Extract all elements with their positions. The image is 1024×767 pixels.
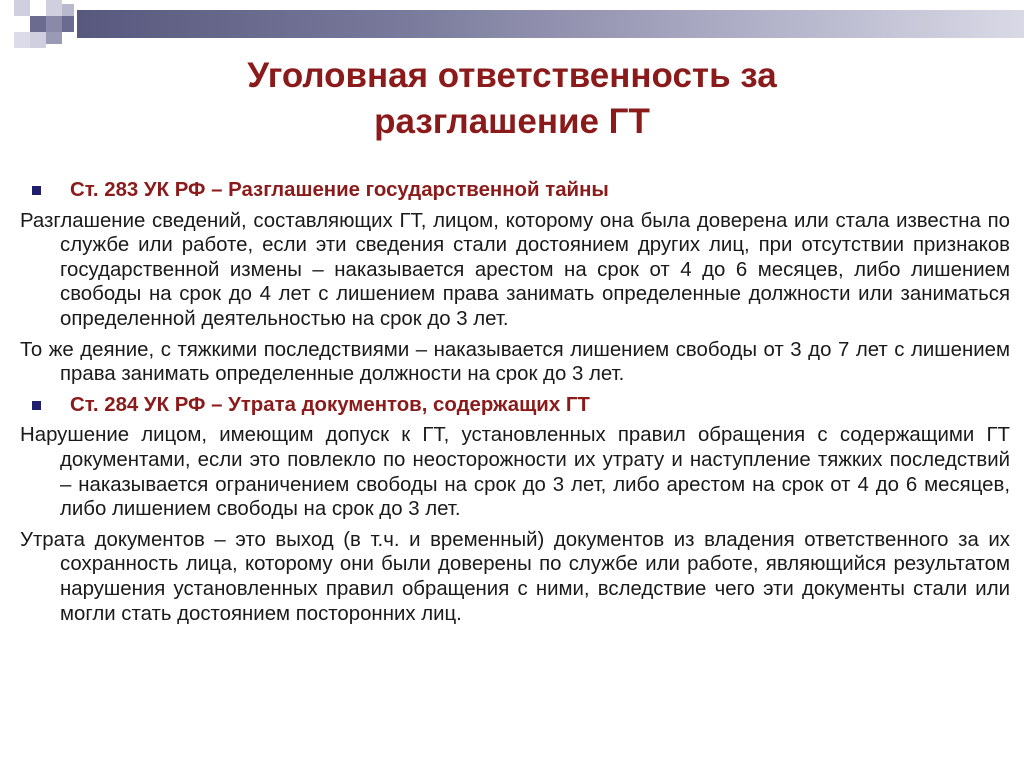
paragraph: Нарушение лицом, имеющим допуск к ГТ, установленных правил обращения с содержащими ГТ документами, если это повлекло по неосторожности их утрату и наступление тяжких последствий – наказывается ограничением свободы на срок до 3 лет, либо арестом на срок от 4 до 6 месяцев, либо лишением свободы на срок до 3 лет. xyxy=(20,424,1010,521)
decor-square xyxy=(62,16,74,32)
paragraph: Разглашение сведений, составляющих ГТ, лицом, которому она была доверена или стала известна по службе или работе, если эти сведения стали достоянием других лиц, при отсутствии признаков государственной измены – наказывается арестом на срок от 4 до 6 месяцев, либо лишением свободы на срок до 4 лет с лишением права занимать определенные должности или заниматься определенной деятельностью на срок до 3 лет. xyxy=(20,209,1010,330)
decor-square xyxy=(46,32,62,44)
slide-title-line2: разглашение ГТ xyxy=(374,102,650,141)
slide-title xyxy=(0,53,1024,145)
decor-square xyxy=(14,32,30,48)
decor-square xyxy=(62,4,74,16)
paragraph: То же деяние, с тяжкими последствиями – наказывается лишением свободы от 3 до 7 лет с лишением права занимать определенные должности на срок до 3 лет. xyxy=(20,338,1010,386)
paragraph: Утрата документов – это выход (в т.ч. и временный) документов из владения ответственного за их сохранность лица, которому они были доверены по службе или работе, являющийся результатом нарушения установленных правил обращения с ними, вследствие чего эти документы стали или могли стать достоянием посторонних лиц. xyxy=(20,528,1010,625)
section-heading-text: Ст. 283 УК РФ – Разглашение государственной тайны xyxy=(70,179,609,201)
decor-square xyxy=(46,0,62,16)
header-bar xyxy=(77,10,1024,38)
decor-square xyxy=(30,16,46,32)
square-bullet-icon xyxy=(32,401,41,410)
section-heading xyxy=(20,393,1010,418)
section-heading xyxy=(20,178,1010,203)
slide-title-line1: Уголовная ответственность за xyxy=(247,56,777,95)
slide-content xyxy=(20,178,1010,632)
decor-square xyxy=(30,32,46,48)
decor-square xyxy=(46,16,62,32)
decor-square xyxy=(14,0,30,16)
section-heading-text: Ст. 284 УК РФ – Утрата документов, содержащих ГТ xyxy=(70,393,590,416)
square-bullet-icon xyxy=(32,186,41,195)
